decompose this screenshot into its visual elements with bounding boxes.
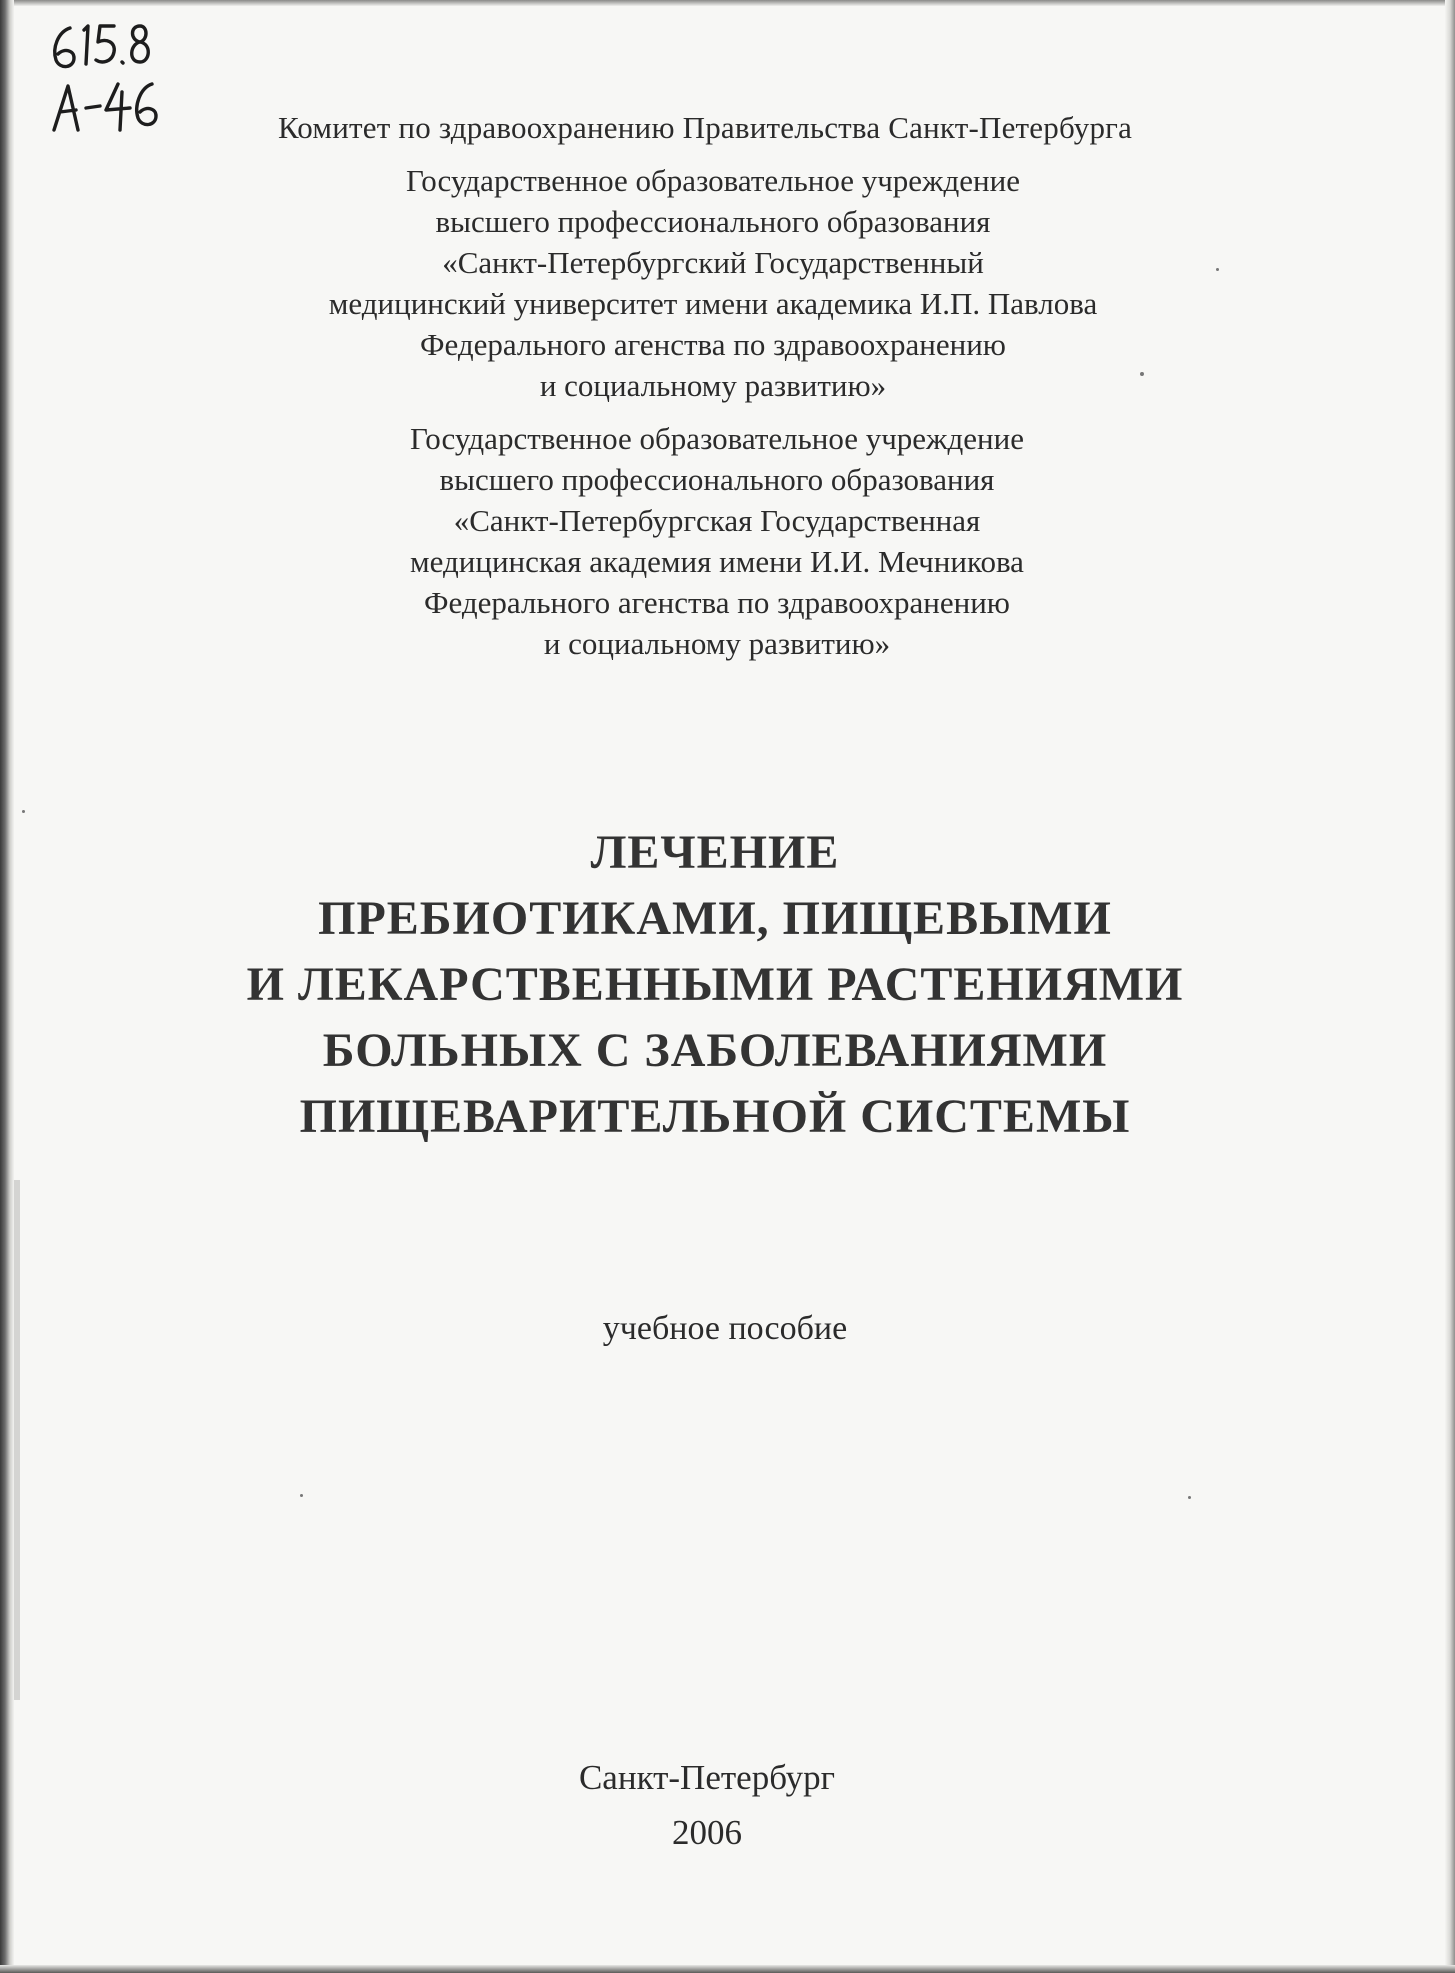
institution-line: медицинская академия имени И.И. Мечникова bbox=[410, 544, 1024, 579]
title-line: ПИЩЕВАРИТЕЛЬНОЙ СИСТЕМЫ bbox=[299, 1090, 1131, 1143]
institution-line: «Санкт-Петербургский Государственный bbox=[442, 245, 984, 280]
institution-line: «Санкт-Петербургская Государственная bbox=[453, 503, 981, 538]
scan-speck bbox=[300, 1494, 303, 1497]
scan-edge-top bbox=[0, 0, 1455, 6]
institution-university bbox=[138, 160, 1288, 406]
scan-speck bbox=[1216, 268, 1219, 271]
institution-academy bbox=[142, 418, 1292, 664]
title-line: ПРЕБИОТИКАМИ, ПИЩЕВЫМИ bbox=[318, 892, 1112, 945]
institution-line: медицинский университет имени академика И.П. Павлова bbox=[328, 286, 1098, 321]
scan-edge-right bbox=[1445, 0, 1455, 1973]
institution-line: высшего профессионального образования bbox=[439, 462, 995, 497]
scan-speck bbox=[1188, 1496, 1191, 1499]
imprint-year: 2006 bbox=[672, 1813, 742, 1852]
title-line: ЛЕЧЕНИЕ bbox=[590, 826, 840, 879]
scan-speck bbox=[1140, 372, 1144, 376]
institution-line: и социальному развитию» bbox=[539, 368, 887, 403]
institution-line: Государственное образовательное учреждение bbox=[406, 163, 1020, 198]
binding-shadow bbox=[14, 1180, 20, 1700]
book-type-subtitle: учебное пособие bbox=[602, 1310, 848, 1347]
scan-edge-left bbox=[0, 0, 14, 1973]
scan-edge-bottom bbox=[0, 1965, 1455, 1973]
institution-line: Федерального агенства по здравоохранению bbox=[424, 585, 1010, 620]
imprint-city: Санкт-Петербург bbox=[578, 1758, 836, 1797]
book-title bbox=[140, 820, 1290, 1150]
title-line: БОЛЬНЫХ С ЗАБОЛЕВАНИЯМИ bbox=[322, 1024, 1108, 1077]
institution-line: высшего профессионального образования bbox=[435, 204, 991, 239]
institution-line: Федерального агенства по здравоохранению bbox=[420, 327, 1006, 362]
title-line: И ЛЕКАРСТВЕННЫМИ РАСТЕНИЯМИ bbox=[246, 958, 1184, 1011]
scan-speck bbox=[22, 810, 25, 813]
committee-heading: Комитет по здравоохранению Правительства Санкт-Петербурга bbox=[277, 110, 1133, 145]
institution-line: Государственное образовательное учреждение bbox=[410, 421, 1024, 456]
institution-line: и социальному развитию» bbox=[543, 626, 891, 661]
